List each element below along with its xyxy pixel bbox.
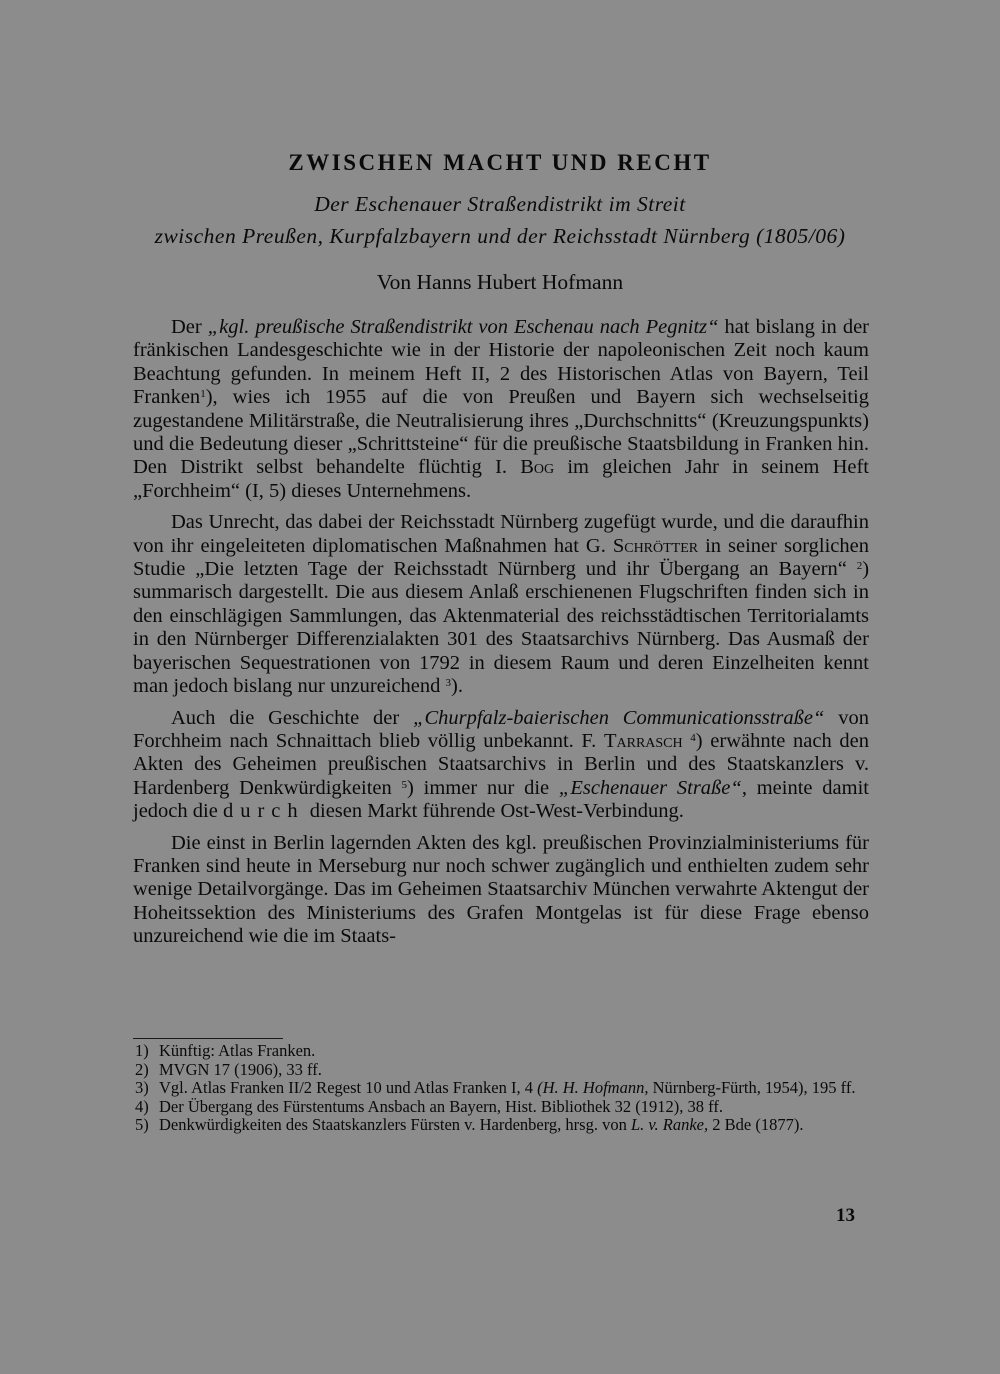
subtitle-line-1: Der Eschenauer Straßendistrikt im Streit	[314, 192, 686, 216]
footnote-mark: 4)	[135, 1096, 149, 1116]
footnote-mark: 1)	[135, 1041, 149, 1060]
text-run: diesen Markt führende Ost-West-Verbindung.	[304, 800, 684, 823]
quoted-term: „kgl. preußische Straßendistrikt von Eschenau nach Pegnitz“	[207, 316, 719, 338]
footnote-ref: 3	[445, 677, 452, 690]
quoted-term: „Eschenauer Straße“	[558, 776, 742, 799]
footnote-text: 2 Bde (1877).	[708, 1115, 804, 1134]
footnote-text: Nürnberg-Fürth, 1954), 195 ff.	[648, 1078, 856, 1097]
author-name: I. Bog	[495, 456, 555, 479]
footnote-ref: 2	[856, 560, 863, 573]
footnote-mark: 5)	[135, 1115, 149, 1134]
text-run: .	[457, 675, 463, 698]
paragraph-2: Das Unrecht, das dabei der Reichsstadt Nürnberg zugefügt wurde, und die daraufhin von ihr eingeleiteten diplomatischen Maßnahmen hat G. Schrötter in seiner sorglichen Studie „Die letzten Tage der Reichsstadt Nürnberg und ihr Übergang an Bayern“ $^2$) summarisch dargestellt. Die aus diesem Anlaß erschienenen Flugschriften finden sich in den einschlägigen Sammlungen, das Aktenmaterial des reichsstädtischen Territorialamts in den Nürnberger Differenzialakten 301 des Staatsarchivs Nürnberg. Das Ausmaß der bayerischen Sequestrationen von 1792 in diesem Raum und deren Einzelheiten kennt man jedoch bislang nur unzureichend $^3$).	[133, 511, 870, 698]
footnote-4	[133, 1098, 869, 1117]
footnotes	[133, 1042, 869, 1135]
text-run: im gleichen Jahr in seinem Heft „Forchheim“ (I, 5) dieses Unternehmens.	[133, 456, 870, 502]
text-run: , meinte damit jedoch die	[133, 776, 869, 823]
text-run: Auch die Geschichte der	[171, 706, 414, 729]
footnote-text: Künftig: Atlas Franken.	[159, 1041, 316, 1060]
text-run: , wies ich 1955 auf die von Preußen und Bayern sich wechselseitig zugestandene Militärstraße, die Neutralisierung ihres „Durchschnitts“ (Kreuzungspunkts) und die Bedeutung dieser „Schrittsteine“ für die preußische Staatsbildung in Franken hin. Den Distrikt selbst behandelte flüchtig	[133, 386, 869, 479]
footnote-author: (H. H. Hofmann,	[537, 1078, 649, 1097]
footnote-2	[133, 1061, 869, 1080]
subtitle-line-2: zwischen Preußen, Kurpfalzbayern und der Reichsstadt Nürnberg (1805/06)	[154, 224, 846, 248]
text-run: von Forchheim nach Schnaittach blieb völlig unbekannt. F.	[133, 706, 869, 752]
text-run: in seiner sorglichen Studie „Die letzten Tage der Reichsstadt Nürnberg und ihr Übergang an Bayern“	[133, 534, 869, 581]
footnote-mark: 3)	[135, 1078, 149, 1097]
page-number: 13	[836, 1205, 855, 1226]
footnote-ref: 1	[200, 388, 206, 401]
text-run: summarisch dargestellt. Die aus diesem Anlaß erschienenen Flugschriften finden sich in den einschlägigen Sammlungen, das Aktenmaterial des reichsstädtischen Territorialamts in den Nürnberger Differenzialakten 301 des Staatsarchivs Nürnberg. Das Ausmaß der bayerischen Sequestrationen von 1792 in diesem Raum und deren Einzelheiten kennt man jedoch bislang nur unzureichend	[133, 581, 869, 698]
text-run: hat bislang in der fränkischen Landesgeschichte wie in der Historie der napoleonischen Zeit noch kaum Beachtung gefunden. In meinem Heft II, 2 des Historischen Atlas von Bayern, Teil Franken	[133, 316, 869, 409]
text-run: immer nur die	[413, 776, 559, 799]
footnote-3	[133, 1079, 869, 1098]
paragraph-1: Der „kgl. preußische Straßendistrikt von Eschenau nach Pegnitz“ hat bislang in der fränkischen Landesgeschichte wie in der Historie der napoleonischen Zeit noch kaum Beachtung gefunden. In meinem Heft II, 2 des Historischen Atlas von Bayern, Teil Franken$^1$), wies ich 1955 auf die von Preußen und Bayern sich wechselseitig zugestandene Militärstraße, die Neutralisierung ihres „Durchschnitts“ (Kreuzungspunkts) und die Bedeutung dieser „Schrittsteine“ für die preußische Staatsbildung in Franken hin. Den Distrikt selbst behandelte flüchtig I. Bog im gleichen Jahr in seinem Heft „Forchheim“ (I, 5) dieses Unternehmens.	[133, 316, 870, 502]
footnote-text: MVGN 17 (1906), 33 ff.	[159, 1059, 322, 1079]
footnote-ref: 4	[690, 731, 696, 744]
footnote-author: L. v. Ranke,	[630, 1115, 709, 1134]
footnote-ref: 5	[401, 778, 408, 791]
author-name: Tarrasch	[603, 729, 683, 752]
article-body	[133, 316, 869, 957]
author-name: Schrötter	[612, 534, 699, 557]
text-run: Der	[171, 316, 208, 338]
quoted-term: „Churpfalz-baierischen Communicationsstraße“	[413, 706, 825, 729]
text-run: Das Unrecht, das dabei der Reichsstadt Nürnberg zugefügt wurde, und die daraufhin von ihr eingeleiteten diplomatischen Maßnahmen hat G.	[133, 511, 869, 557]
article-title: ZWISCHEN MACHT UND RECHT	[288, 150, 712, 175]
text-run: erwähnte nach den Akten des Geheimen preußischen Staatsarchivs in Berlin und des Staatskanzlers v. Hardenberg Denkwürdigkeiten	[133, 729, 869, 799]
paragraph-4: Die einst in Berlin lagernden Akten des kgl. preußischen Provinzialministeriums für Franken sind heute in Merseburg nur noch schwer zugänglich und enthielten zudem sehr wenige Detailvorgänge. Das im Geheimen Staatsarchiv München verwahrte Aktengut der Hoheitssektion des Ministeriums des Grafen Montgelas ist für diese Frage ebenso unzureichend wie die im Staats-	[133, 831, 869, 948]
footnote-1	[133, 1042, 869, 1061]
author-line: Von Hanns Hubert Hofmann	[376, 270, 624, 294]
footnote-mark: 2)	[135, 1059, 149, 1079]
footnote-divider	[133, 1038, 283, 1039]
paragraph-3: Auch die Geschichte der „Churpfalz-baierischen Communicationsstraße“ von Forchheim nach Schnaittach blieb völlig unbekannt. F. Tarrasch $^4$) erwähnte nach den Akten des Geheimen preußischen Staatsarchivs in Berlin und des Staatskanzlers v. Hardenberg Denkwürdigkeiten $^5$) immer nur die „Eschenauer Straße“, meinte damit jedoch die durch diesen Markt führende Ost-West-Verbindung.	[133, 706, 869, 823]
emphasized-word: durch	[222, 800, 305, 823]
footnote-text: Denkwürdigkeiten des Staatskanzlers Fürsten v. Hardenberg, hrsg. von	[159, 1115, 631, 1134]
footnote-text: Vgl. Atlas Franken II/2 Regest 10 und Atlas Franken I, 4	[159, 1078, 538, 1097]
footnote-5	[133, 1116, 869, 1135]
footnote-text: Der Übergang des Fürstentums Ansbach an Bayern, Hist. Bibliothek 32 (1912), 38 ff.	[159, 1096, 723, 1116]
